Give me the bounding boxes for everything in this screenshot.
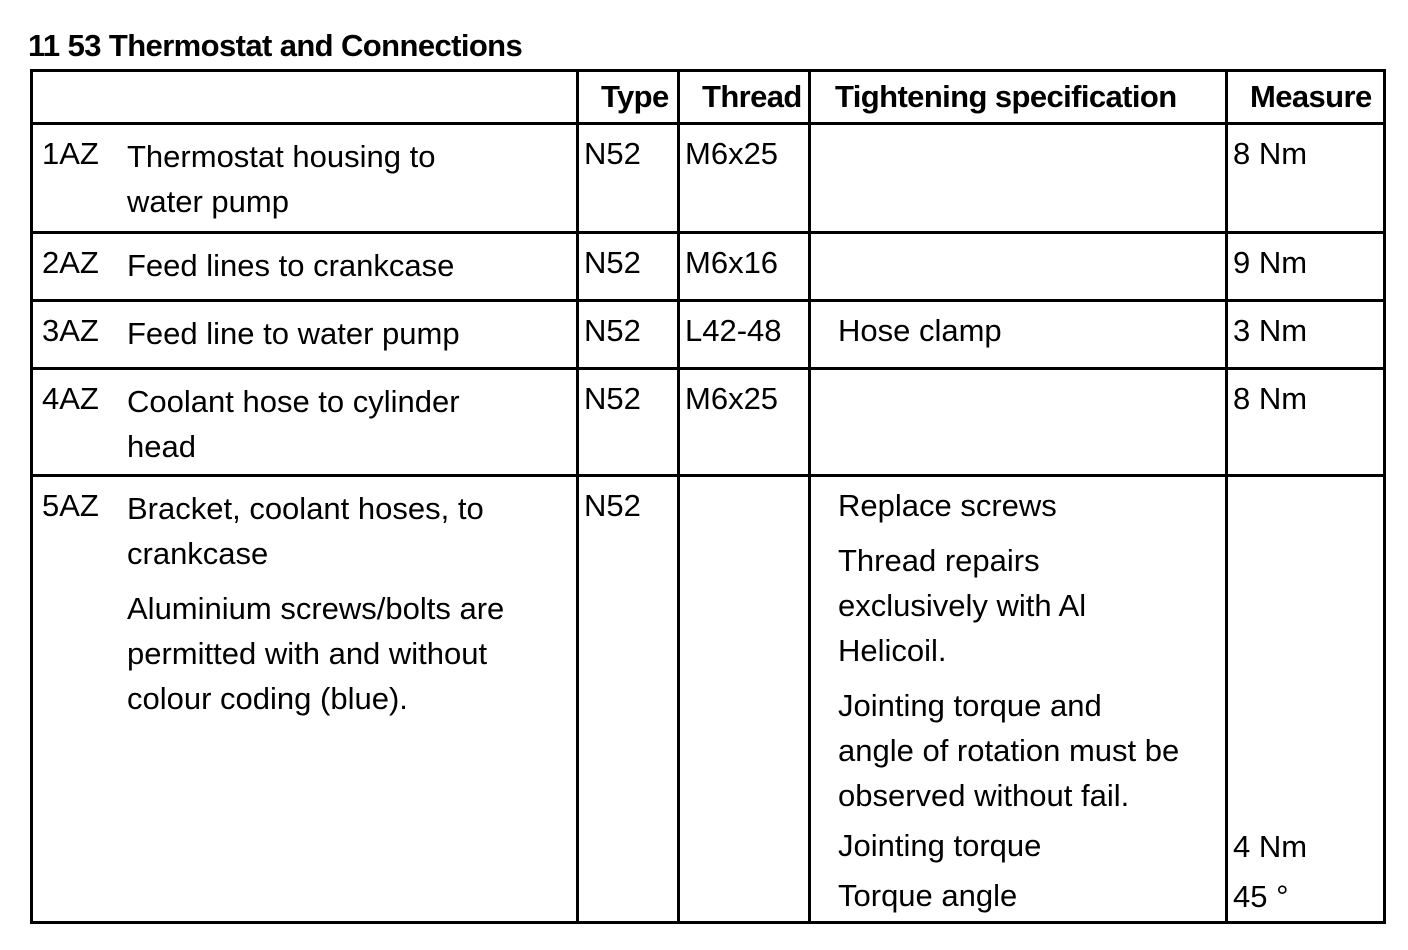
tightening-cell bbox=[810, 369, 1227, 476]
type-cell: N52 bbox=[578, 476, 679, 923]
tightening-note-line: Replace screws bbox=[838, 488, 1057, 523]
row-code: 3AZ bbox=[42, 313, 99, 348]
torque-values bbox=[1233, 824, 1307, 919]
table-row bbox=[32, 124, 1385, 233]
torque-label: Torque angle bbox=[838, 878, 1018, 913]
torque-value: 4 Nm bbox=[1233, 829, 1308, 864]
table-row bbox=[32, 476, 1385, 923]
tightening-note-line: Jointing torque and bbox=[838, 688, 1102, 723]
tightening-note-line: Thread repairs bbox=[838, 543, 1040, 578]
thread-cell: L42-48 bbox=[679, 301, 810, 369]
row-code: 1AZ bbox=[42, 136, 99, 171]
torque-label: Jointing torque bbox=[838, 828, 1042, 863]
header-type: Type bbox=[578, 71, 679, 124]
description-line: water pump bbox=[127, 184, 289, 219]
description-cell bbox=[32, 233, 578, 301]
description-cell bbox=[32, 301, 578, 369]
tightening-note bbox=[838, 483, 1225, 528]
description-line: Thermostat housing to bbox=[127, 139, 436, 174]
description-line: Bracket, coolant hoses, to bbox=[127, 491, 484, 526]
description-line: head bbox=[127, 429, 196, 464]
tightening-note bbox=[838, 538, 1225, 673]
tightening-note-line: exclusively with Al bbox=[838, 588, 1087, 623]
thread-cell: M6x25 bbox=[679, 124, 810, 233]
torque-labels bbox=[838, 823, 1225, 918]
tightening-cell: Hose clamp bbox=[810, 301, 1227, 369]
description-line: Coolant hose to cylinder bbox=[127, 384, 460, 419]
header-row bbox=[32, 71, 1385, 124]
type-cell: N52 bbox=[578, 369, 679, 476]
page-title: 11 53 Thermostat and Connections bbox=[28, 28, 523, 63]
torque-value: 45 ° bbox=[1233, 879, 1289, 914]
tightening-cell bbox=[810, 233, 1227, 301]
header-tightening: Tightening specification bbox=[810, 71, 1227, 124]
table-row bbox=[32, 369, 1385, 476]
measure-cell bbox=[1227, 476, 1385, 923]
header-description bbox=[32, 71, 578, 124]
tightening-note-line: angle of rotation must be bbox=[838, 733, 1180, 768]
description-line: Feed line to water pump bbox=[127, 316, 460, 351]
description-cell bbox=[32, 476, 578, 923]
description-cell bbox=[32, 369, 578, 476]
type-cell: N52 bbox=[578, 233, 679, 301]
spec-table bbox=[30, 69, 1386, 924]
thread-cell: M6x25 bbox=[679, 369, 810, 476]
description-cell bbox=[32, 124, 578, 233]
description-line: Feed lines to crankcase bbox=[127, 248, 455, 283]
description-line: crankcase bbox=[127, 536, 269, 571]
row-code: 5AZ bbox=[42, 488, 99, 523]
type-cell: N52 bbox=[578, 301, 679, 369]
measure-cell: 8 Nm bbox=[1227, 369, 1385, 476]
row-code: 2AZ bbox=[42, 245, 99, 280]
tightening-note-line: observed without fail. bbox=[838, 778, 1130, 813]
tightening-note bbox=[838, 683, 1225, 818]
tightening-cell bbox=[810, 124, 1227, 233]
row-code: 4AZ bbox=[42, 381, 99, 416]
note-line: Aluminium screws/bolts are bbox=[127, 591, 505, 626]
thread-cell: M6x16 bbox=[679, 233, 810, 301]
measure-cell: 3 Nm bbox=[1227, 301, 1385, 369]
measure-cell: 8 Nm bbox=[1227, 124, 1385, 233]
thread-cell bbox=[679, 476, 810, 923]
header-thread: Thread bbox=[679, 71, 810, 124]
description-note bbox=[127, 586, 576, 721]
header-measure: Measure bbox=[1227, 71, 1385, 124]
measure-cell: 9 Nm bbox=[1227, 233, 1385, 301]
tightening-cell bbox=[810, 476, 1227, 923]
note-line: colour coding (blue). bbox=[127, 681, 408, 716]
table-row bbox=[32, 233, 1385, 301]
table-row bbox=[32, 301, 1385, 369]
type-cell: N52 bbox=[578, 124, 679, 233]
note-line: permitted with and without bbox=[127, 636, 488, 671]
tightening-note-line: Helicoil. bbox=[838, 633, 947, 668]
